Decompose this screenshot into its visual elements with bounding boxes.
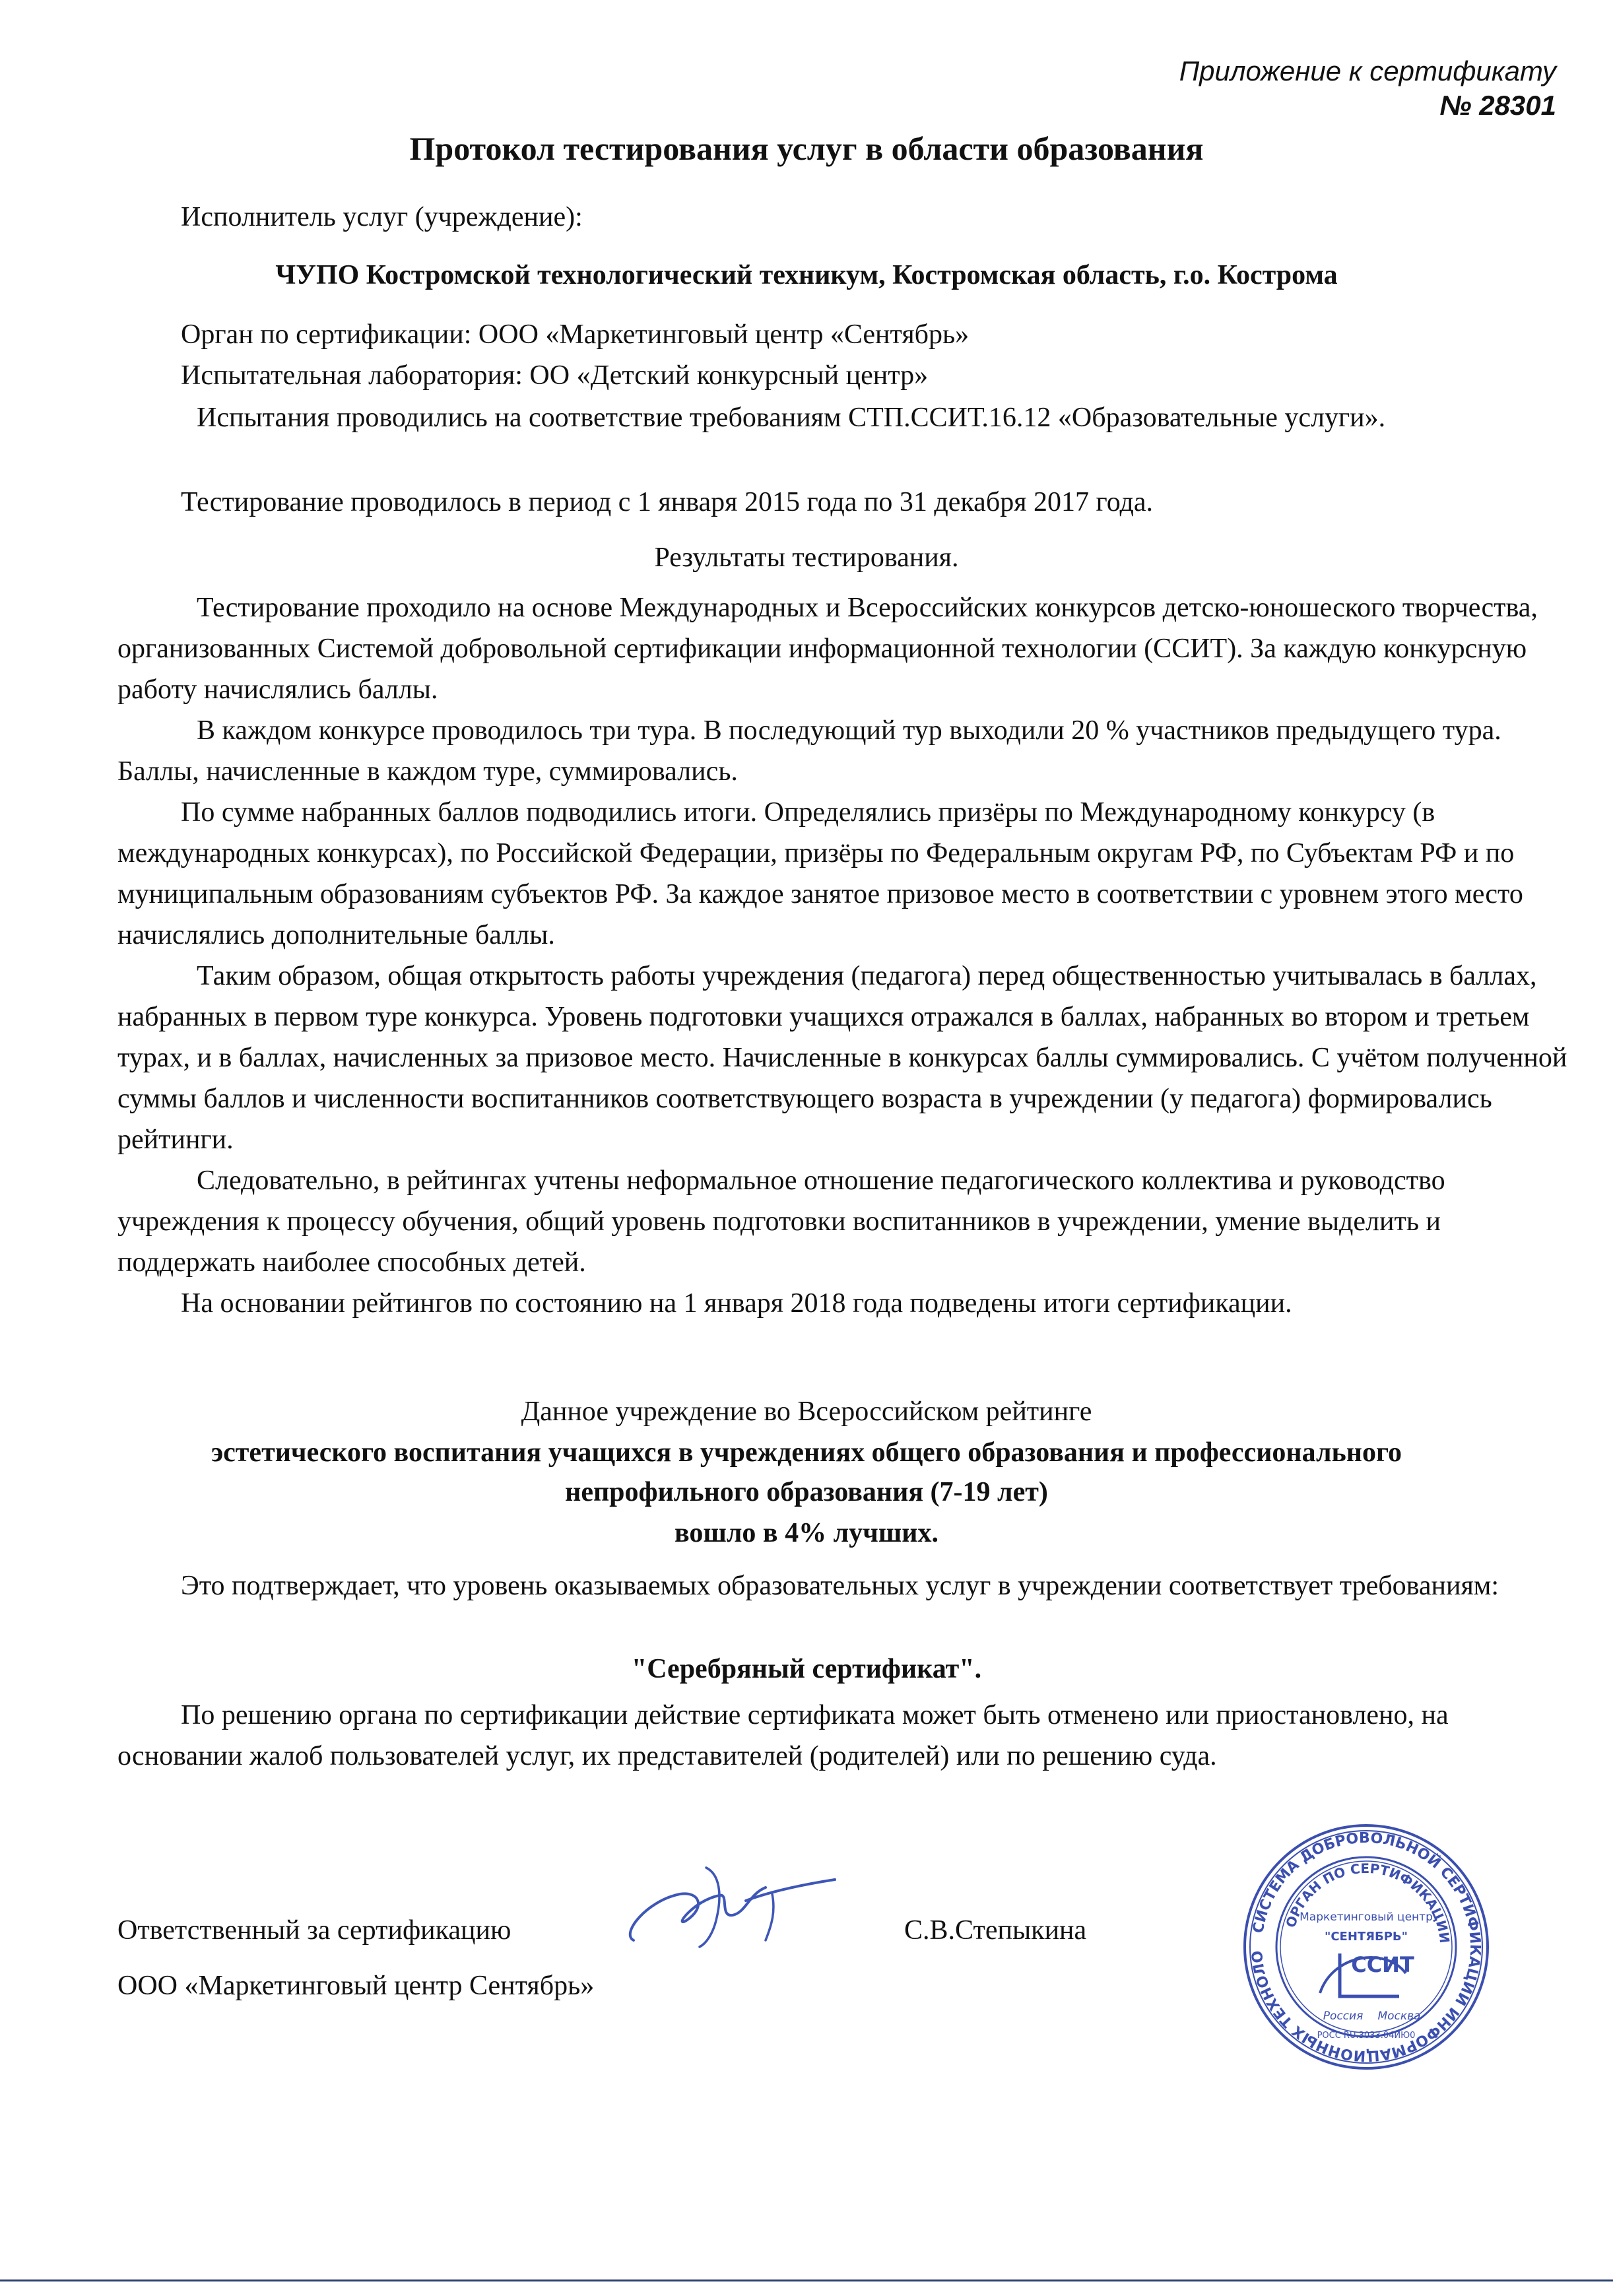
page-title: Протокол тестирования услуг в области образования [409, 130, 1204, 167]
seal-inner-text: ОРГАН ПО СЕРТИФИКАЦИИ [1282, 1860, 1453, 1944]
page-bottom-rule [0, 2280, 1613, 2281]
rating-result: вошло в 4% лучших. [674, 1518, 938, 1548]
seal-city: Москва [1377, 2010, 1421, 2023]
rating-category-line1: эстетического воспитания учащихся в учреждениях общего образования и профессионального [211, 1437, 1402, 1468]
confirmation-text: Это подтверждает, что уровень оказываемых образовательных услуг в учреждении соответствует требованиям: [181, 1571, 1499, 1601]
revocation-text: По решению органа по сертификации действие сертификата может быть отменено или приостановлено, на основании жалоб пользователей услуг, их представителей (родителей) или по решению суда. [117, 1700, 1449, 1771]
seal-logo [1320, 1952, 1414, 1996]
tests-standard [117, 397, 1568, 438]
confirmation [117, 1565, 1568, 1606]
executor-name: ЧУПО Костромской технологический техникум, Костромская область, г.о. Кострома [275, 260, 1338, 290]
paragraph-conclusion: Следовательно, в рейтингах учтены неформальное отношение педагогического коллектива и руководство учреждения к процессу обучения, общий уровень подготовки воспитанников в учреждении, умение выделить и поддержать наиболее способных детей. [117, 1165, 1445, 1278]
seal-country: Россия [1323, 2010, 1364, 2023]
annex-number: № 28301 [1439, 90, 1556, 121]
seal-logo-text: ССИТ [1351, 1952, 1414, 1977]
testing-period: Тестирование проводилось в период с 1 января 2015 года по 31 декабря 2017 года. [181, 487, 1153, 517]
certificate-type: "Серебряный сертификат". [631, 1654, 982, 1684]
handwritten-signature [607, 1854, 845, 1960]
signatory-organization: ООО «Маркетинговый центр Сентябрь» [117, 1971, 595, 2001]
paragraph-tours: В каждом конкурсе проводилось три тура. В последующий тур выходили 20 % участников предыдущего тура. Баллы, начисленные в каждом туре, суммировались. [117, 715, 1501, 787]
official-seal [1234, 1809, 1492, 2072]
seal-registration: РОСС RU.3033.04ИЮ0 [1317, 2031, 1416, 2041]
results-body [117, 587, 1568, 1324]
annex-label: Приложение к сертификату [1179, 55, 1556, 86]
paragraph-basis: Тестирование проходило на основе Международных и Всероссийских конкурсов детско-юношеского творчества, организованных Системой добровольной сертификации информационной технологии (ССИТ). За каждую конкурсную работу начислялись баллы. [117, 593, 1538, 705]
tests-standard-text: Испытания проводились на соответствие требованиям СТП.ССИТ.16.12 «Образовательные услуги». [197, 403, 1386, 433]
seal-outer-text: СИСТЕМА ДОБРОВОЛЬНОЙ СЕРТИФИКАЦИИ ИНФОРМАЦИОННЫХ ТЕХНОЛОГИЙ [1234, 1809, 1484, 2064]
signatory-name: С.В.Степыкина [904, 1915, 1087, 1946]
paragraph-openness: Таким образом, общая открытость работы учреждения (педагога) перед общественностью учитывалась в баллах, набранных в первом туре конкурса. Уровень подготовки учащихся отражался в баллах, набранных во втором и третьем турах, и в баллах, начисленных за призовое место. Начисленные в конкурсах баллы суммировались. С учётом полученной суммы баллов и численности воспитанников соответствующего возраста в учреждении (у педагога) формировались рейтинги. [117, 961, 1567, 1155]
rating-intro: Данное учреждение во Всероссийском рейтинге [521, 1396, 1092, 1427]
signatory-role: Ответственный за сертификацию [117, 1915, 511, 1946]
rating-category-line2: непрофильного образования (7-19 лет) [565, 1477, 1048, 1507]
annex-header [1179, 54, 1556, 123]
certification-body: Орган по сертификации: ООО «Маркетинговый центр «Сентябрь» [181, 319, 970, 350]
paragraph-results: По сумме набранных баллов подводились итоги. Определялись призёры по Международному конкурсу (в международных конкурсах), по Российской Федерации, призёры по Федеральным округам РФ, по Субъектам РФ и по муниципальным образованиям субъектов РФ. За каждое занятое призовое место в соответствии с уровнем этого место начислялись дополнительные баллы. [117, 797, 1523, 950]
executor-label: Исполнитель услуг (учреждение): [181, 202, 583, 232]
seal-brand: "СЕНТЯБРЬ" [1324, 1930, 1408, 1944]
results-heading: Результаты тестирования. [654, 542, 959, 573]
revocation [117, 1695, 1568, 1777]
test-laboratory: Испытательная лаборатория: ОО «Детский конкурсный центр» [181, 360, 929, 391]
seal-center-text: Маркетинговый центр [1300, 1911, 1433, 1924]
paragraph-ratings-date: На основании рейтингов по состоянию на 1 января 2018 года подведены итоги сертификации. [181, 1288, 1292, 1319]
